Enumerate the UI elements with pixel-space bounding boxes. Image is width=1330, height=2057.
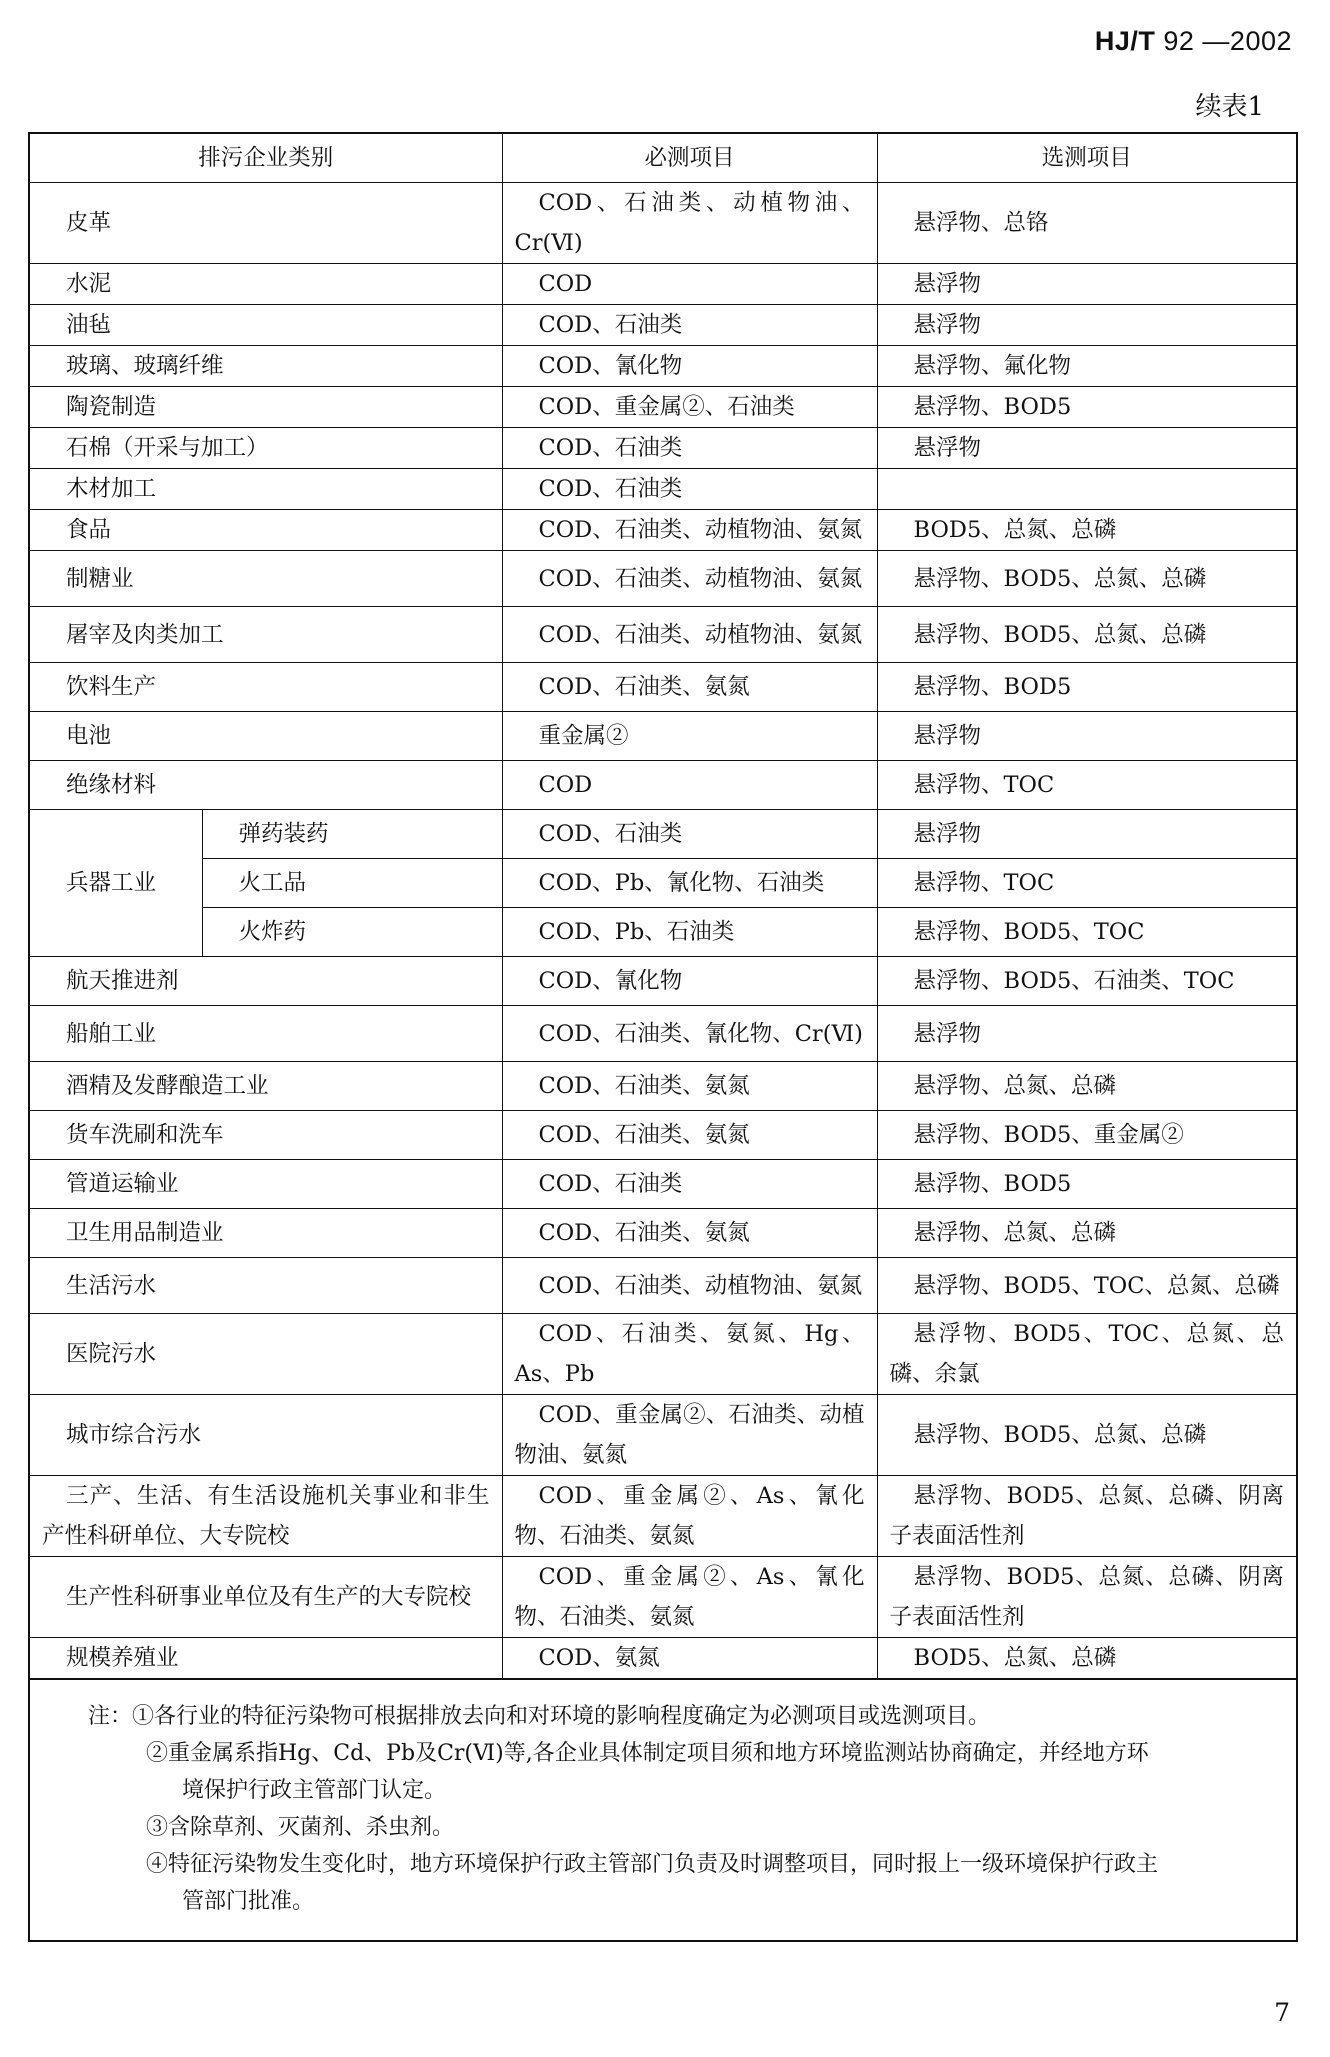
required-items-cell: COD、重金属②、石油类	[502, 387, 877, 428]
table-body	[29, 183, 1297, 1680]
category-cell: 制糖业	[29, 551, 502, 607]
category-cell: 酒精及发酵酿造工业	[29, 1062, 502, 1111]
table-row	[29, 859, 1297, 908]
required-items-cell: COD、石油类、动植物油、氨氮	[502, 607, 877, 663]
optional-items-cell: 悬浮物、TOC	[877, 761, 1297, 810]
optional-items-cell: 悬浮物、BOD5、总氮、总磷	[877, 607, 1297, 663]
optional-items-cell: 悬浮物、BOD5、石油类、TOC	[877, 957, 1297, 1006]
table-row	[29, 510, 1297, 551]
category-cell: 陶瓷制造	[29, 387, 502, 428]
required-items-cell: COD、氨氮	[502, 1638, 877, 1680]
category-cell: 规模养殖业	[29, 1638, 502, 1680]
category-cell: 食品	[29, 510, 502, 551]
table-row	[29, 908, 1297, 957]
optional-items-cell	[877, 469, 1297, 510]
category-cell: 生产性科研事业单位及有生产的大专院校	[29, 1557, 502, 1638]
optional-items-cell: 悬浮物	[877, 264, 1297, 305]
category-cell: 三产、生活、有生活设施机关事业和非生产性科研单位、大专院校	[29, 1476, 502, 1557]
optional-items-cell: 悬浮物、BOD5、总氮、总磷、阴离子表面活性剂	[877, 1557, 1297, 1638]
required-items-cell: COD、重金属②、As、氰化物、石油类、氨氮	[502, 1557, 877, 1638]
table-row	[29, 957, 1297, 1006]
required-items-cell: COD、石油类、氰化物、Cr(Ⅵ)	[502, 1006, 877, 1062]
category-cell: 玻璃、玻璃纤维	[29, 346, 502, 387]
table-row	[29, 1638, 1297, 1680]
required-items-cell: COD、Pb、氰化物、石油类	[502, 859, 877, 908]
optional-items-cell: 悬浮物、BOD5、总氮、总磷	[877, 1395, 1297, 1476]
category-cell: 船舶工业	[29, 1006, 502, 1062]
optional-items-cell: 悬浮物	[877, 712, 1297, 761]
required-items-cell: COD、Pb、石油类	[502, 908, 877, 957]
table-row	[29, 305, 1297, 346]
table-row	[29, 1209, 1297, 1258]
optional-items-cell: 悬浮物、TOC	[877, 859, 1297, 908]
category-cell: 屠宰及肉类加工	[29, 607, 502, 663]
required-items-cell: COD、重金属②、As、氰化物、石油类、氨氮	[502, 1476, 877, 1557]
monitoring-items-table	[28, 132, 1298, 1942]
subcategory-cell: 火工品	[202, 859, 502, 908]
category-cell: 卫生用品制造业	[29, 1209, 502, 1258]
required-items-cell: COD、重金属②、石油类、动植物油、氨氮	[502, 1395, 877, 1476]
category-cell: 生活污水	[29, 1258, 502, 1314]
table-row	[29, 810, 1297, 859]
continued-table-label: 续表1	[1195, 92, 1264, 122]
required-items-cell: COD、石油类	[502, 428, 877, 469]
required-items-cell: COD、石油类、动植物油、氨氮	[502, 510, 877, 551]
optional-items-cell: 悬浮物、BOD5、总氮、总磷、阴离子表面活性剂	[877, 1476, 1297, 1557]
required-items-cell: COD	[502, 264, 877, 305]
category-cell: 管道运输业	[29, 1160, 502, 1209]
table-row	[29, 1062, 1297, 1111]
table-row	[29, 469, 1297, 510]
table-row	[29, 264, 1297, 305]
optional-items-cell: 悬浮物、BOD5、TOC、总氮、总磷、余氯	[877, 1314, 1297, 1395]
optional-items-cell: 悬浮物、氟化物	[877, 346, 1297, 387]
optional-items-cell: 悬浮物、总铬	[877, 183, 1297, 264]
table-row	[29, 1258, 1297, 1314]
optional-items-cell: 悬浮物、BOD5	[877, 1160, 1297, 1209]
required-items-cell: COD、石油类、氨氮	[502, 1062, 877, 1111]
category-cell: 兵器工业	[29, 810, 202, 957]
note-item: ③含除草剂、灭菌剂、杀虫剂。	[146, 1815, 455, 1840]
category-cell: 医院污水	[29, 1314, 502, 1395]
category-cell: 货车洗刷和洗车	[29, 1111, 502, 1160]
required-items-cell: COD、氰化物	[502, 957, 877, 1006]
table-row	[29, 1476, 1297, 1557]
optional-items-cell: 悬浮物	[877, 305, 1297, 346]
required-items-cell: COD、氰化物	[502, 346, 877, 387]
table-row	[29, 551, 1297, 607]
subcategory-cell: 火炸药	[202, 908, 502, 957]
optional-items-cell: BOD5、总氮、总磷	[877, 1638, 1297, 1680]
note-item: ②重金属系指Hg、Cd、Pb及Cr(Ⅵ)等,各企业具体制定项目须和地方环境监测站协商确定，并经地方环	[146, 1741, 1149, 1766]
standard-code: HJ/T 92 —2002	[1094, 26, 1292, 56]
table-row	[29, 1314, 1297, 1395]
table-row	[29, 428, 1297, 469]
required-items-cell: COD、石油类	[502, 305, 877, 346]
required-items-cell: COD、石油类、动植物油、氨氮	[502, 551, 877, 607]
category-cell: 绝缘材料	[29, 761, 502, 810]
column-header-optional: 选测项目	[877, 133, 1297, 183]
column-header-required: 必测项目	[502, 133, 877, 183]
optional-items-cell: 悬浮物、总氮、总磷	[877, 1209, 1297, 1258]
optional-items-cell: 悬浮物、BOD5、TOC	[877, 908, 1297, 957]
category-cell: 水泥	[29, 264, 502, 305]
optional-items-cell: 悬浮物、总氮、总磷	[877, 1062, 1297, 1111]
notes-row	[29, 1679, 1297, 1941]
page-number: 7	[1274, 1998, 1290, 2027]
optional-items-cell: 悬浮物	[877, 428, 1297, 469]
required-items-cell: COD、石油类、氨氮	[502, 1111, 877, 1160]
table-row	[29, 1160, 1297, 1209]
table-row	[29, 761, 1297, 810]
category-cell: 油毡	[29, 305, 502, 346]
optional-items-cell: 悬浮物、BOD5	[877, 387, 1297, 428]
table-row	[29, 183, 1297, 264]
table-row	[29, 346, 1297, 387]
required-items-cell: COD、石油类	[502, 1160, 877, 1209]
column-header-category: 排污企业类别	[29, 133, 502, 183]
required-items-cell: COD、石油类、动植物油、氨氮	[502, 1258, 877, 1314]
optional-items-cell: 悬浮物、BOD5、TOC、总氮、总磷	[877, 1258, 1297, 1314]
required-items-cell: COD、石油类、氨氮	[502, 1209, 877, 1258]
table-row	[29, 1006, 1297, 1062]
optional-items-cell: 悬浮物	[877, 1006, 1297, 1062]
required-items-cell: COD、石油类、氨氮	[502, 663, 877, 712]
table-row	[29, 1395, 1297, 1476]
category-cell: 城市综合污水	[29, 1395, 502, 1476]
required-items-cell: COD、石油类	[502, 810, 877, 859]
table-header-row	[29, 133, 1297, 183]
category-cell: 航天推进剂	[29, 957, 502, 1006]
note-item: 注：①各行业的特征污染物可根据排放去向和对环境的影响程度确定为必测项目或选测项目。	[88, 1704, 991, 1729]
required-items-cell: COD、石油类、氨氮、Hg、As、Pb	[502, 1314, 877, 1395]
category-cell: 饮料生产	[29, 663, 502, 712]
required-items-cell: COD、石油类、动植物油、Cr(Ⅵ)	[502, 183, 877, 264]
required-items-cell: 重金属②	[502, 712, 877, 761]
note-item-continued: 管部门批准。	[182, 1889, 315, 1914]
table-notes	[29, 1679, 1297, 1941]
table-row	[29, 607, 1297, 663]
optional-items-cell: 悬浮物	[877, 810, 1297, 859]
table-row	[29, 387, 1297, 428]
category-cell: 石棉（开采与加工）	[29, 428, 502, 469]
subcategory-cell: 弹药装药	[202, 810, 502, 859]
category-cell: 电池	[29, 712, 502, 761]
category-cell: 木材加工	[29, 469, 502, 510]
table-row	[29, 1557, 1297, 1638]
category-cell: 皮革	[29, 183, 502, 264]
required-items-cell: COD、石油类	[502, 469, 877, 510]
optional-items-cell: 悬浮物、BOD5、重金属②	[877, 1111, 1297, 1160]
optional-items-cell: 悬浮物、BOD5、总氮、总磷	[877, 551, 1297, 607]
required-items-cell: COD	[502, 761, 877, 810]
table-row	[29, 1111, 1297, 1160]
table-row	[29, 663, 1297, 712]
note-item-continued: 境保护行政主管部门认定。	[182, 1778, 447, 1803]
optional-items-cell: 悬浮物、BOD5	[877, 663, 1297, 712]
note-item: ④特征污染物发生变化时，地方环境保护行政主管部门负责及时调整项目，同时报上一级环境保护行政主	[146, 1852, 1159, 1877]
table-row	[29, 712, 1297, 761]
optional-items-cell: BOD5、总氮、总磷	[877, 510, 1297, 551]
